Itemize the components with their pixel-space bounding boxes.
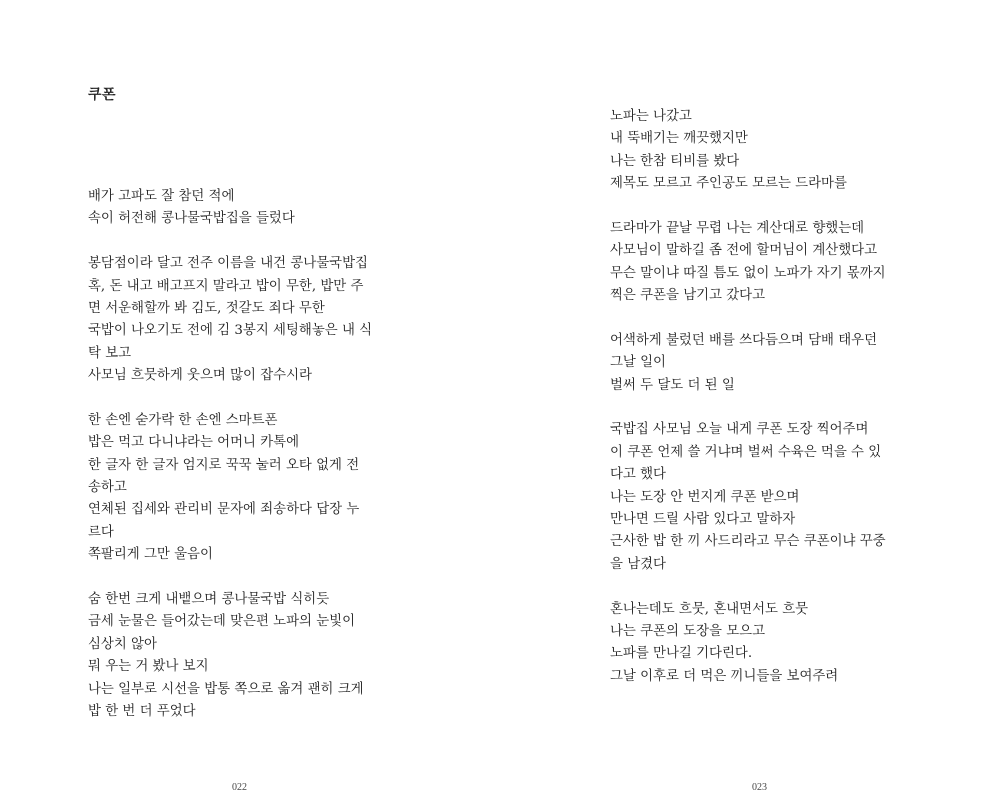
- poem-line: [610, 576, 915, 598]
- right-page: [500, 0, 1000, 811]
- poem-line: 사모님 흐뭇하게 웃으며 많이 잡수시라: [88, 368, 312, 384]
- poem-line: 제목도 모르고 주인공도 모르는 드라마를: [610, 176, 847, 192]
- poem-line: 혹, 돈 내고 배고프지 말라고 밥이 무한, 밥만 주: [88, 278, 364, 294]
- poem-line: 국밥이 나오기도 전에 김 3봉지 세팅해놓은 내 식: [88, 323, 373, 339]
- poem-line: 속이 허전해 콩나물국밥집을 들렀다: [88, 211, 295, 227]
- poem-line: [88, 388, 393, 410]
- poem-line: 쪽팔리게 그만 울음이: [88, 547, 213, 563]
- poem-text-right: [610, 106, 915, 688]
- poem-line: 드라마가 끝날 무렵 나는 계산대로 향했는데: [610, 220, 865, 236]
- poem-line: [88, 231, 393, 253]
- poem-line: 탁 보고: [88, 345, 132, 361]
- poem-line: 노파는 나갔고: [610, 109, 692, 124]
- poem-line: 배가 고파도 잘 참던 적에: [88, 189, 235, 204]
- poem-line: 나는 한참 티비를 봤다: [610, 153, 740, 169]
- poem-line: 면 서운해할까 봐 김도, 젓갈도 죄다 무한: [88, 300, 325, 316]
- poem-line: 한 글자 한 글자 엄지로 꾹꾹 눌러 오타 없게 전: [88, 457, 360, 473]
- poem-line: 다고 했다: [610, 467, 666, 483]
- poem-line: 숨 한번 크게 내뱉으며 콩나물국밥 식히듯: [88, 592, 330, 608]
- poem-line: 금세 눈물은 들어갔는데 맞은편 노파의 눈빛이: [88, 614, 356, 630]
- poem-line: 봉담점이라 달고 전주 이름을 내건 콩나물국밥집: [88, 256, 368, 272]
- poem-line: 연체된 집세와 관리비 문자에 죄송하다 답장 누: [88, 502, 360, 518]
- page-number-right: 023: [752, 782, 767, 793]
- poem-line: 노파를 만나길 기다린다.: [610, 646, 753, 662]
- poem-line: 을 남겼다: [610, 556, 666, 572]
- poem-line: 송하고: [88, 480, 127, 496]
- poem-line: 나는 일부로 시선을 밥통 쪽으로 옮겨 괜히 크게: [88, 681, 364, 697]
- poem-line: [610, 196, 915, 218]
- poem-line: 벌써 두 달도 더 된 일: [610, 377, 735, 393]
- poem-line: 국밥집 사모님 오늘 내게 쿠폰 도장 찍어주며: [610, 422, 869, 438]
- poem-line: 나는 도장 안 번지게 쿠폰 받으며: [610, 489, 800, 505]
- poem-line: 밥 한 번 더 푸었다: [88, 703, 196, 719]
- poem-line: 심상치 않아: [88, 636, 157, 652]
- page-number-left: 022: [232, 782, 247, 793]
- poem-line: 이 쿠폰 언제 쓸 거냐며 벌써 수육은 먹을 수 있: [610, 444, 882, 460]
- poem-line: 찍은 쿠폰을 남기고 갔다고: [610, 288, 766, 304]
- poem-title: 쿠폰: [88, 87, 117, 103]
- poem-line: 밥은 먹고 다니냐라는 어머니 카톡에: [88, 435, 300, 451]
- poem-line: [610, 397, 915, 419]
- poem-line: 뭐 우는 거 봤나 보지: [88, 659, 209, 675]
- poem-line: 사모님이 말하길 좀 전에 할머님이 계산했다고: [610, 243, 878, 259]
- poem-line: 나는 쿠폰의 도장을 모으고: [610, 623, 766, 639]
- poem-line: 혼나는데도 흐뭇, 혼내면서도 흐뭇: [610, 601, 809, 617]
- poem-line: 그날 이후로 더 먹은 끼니들을 보여주려: [610, 668, 839, 684]
- poem-line: 무슨 말이냐 따질 틈도 없이 노파가 자기 몫까지: [610, 265, 886, 281]
- poem-text-left: [88, 186, 393, 723]
- poem-line: 어색하게 불렀던 배를 쓰다듬으며 담배 태우던: [610, 332, 878, 348]
- poem-line: 르다: [88, 524, 114, 540]
- poem-line: [610, 308, 915, 330]
- poem-line: 한 손엔 숟가락 한 손엔 스마트폰: [88, 412, 278, 428]
- poem-line: 그날 일이: [610, 355, 666, 371]
- poem-line: [88, 567, 393, 589]
- poem-line: 내 뚝배기는 깨끗했지만: [610, 131, 748, 147]
- poem-line: 근사한 밥 한 끼 사드리라고 무슨 쿠폰이냐 꾸중: [610, 534, 886, 550]
- poem-line: 만나면 드릴 사람 있다고 말하자: [610, 512, 796, 528]
